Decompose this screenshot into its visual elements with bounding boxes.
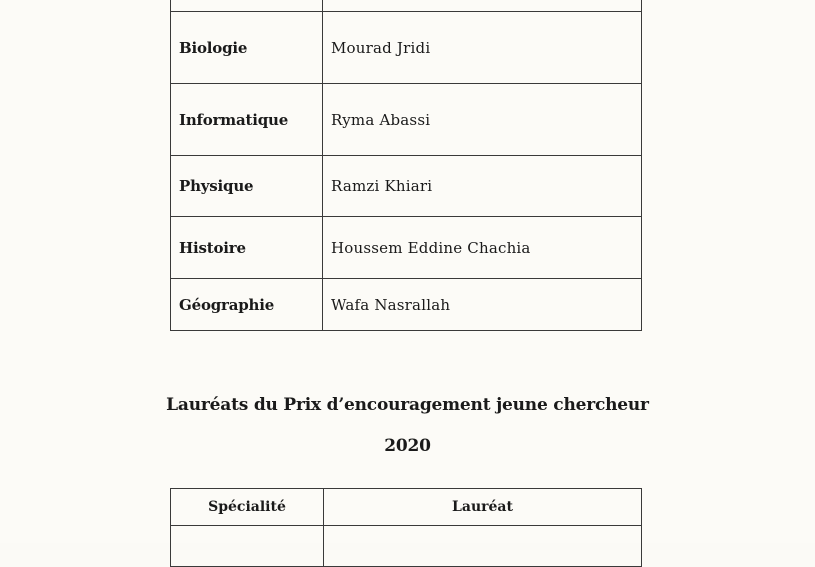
laureat-cell: Wafa Nasrallah <box>323 279 642 331</box>
table-row <box>171 279 642 331</box>
table-header-row <box>171 489 642 526</box>
laureat-cell <box>323 0 642 12</box>
laureat-cell: Ramzi Khiari <box>323 156 642 217</box>
specialite-cell: Géographie <box>171 279 323 331</box>
laureat-cell: Ryma Abassi <box>323 84 642 156</box>
section-title: Lauréats du Prix d’encouragement jeune chercheur <box>166 395 649 415</box>
laureates-table-top <box>170 0 642 331</box>
table-row <box>171 156 642 217</box>
specialite-cell <box>171 526 324 567</box>
table-row <box>171 12 642 84</box>
specialite-cell <box>171 0 323 12</box>
table-row <box>171 0 642 12</box>
specialite-cell: Informatique <box>171 84 323 156</box>
specialite-cell: Biologie <box>171 12 323 84</box>
table-row <box>171 84 642 156</box>
table-row <box>171 526 642 567</box>
laureates-table-bottom <box>170 488 642 567</box>
laureat-cell: Houssem Eddine Chachia <box>323 217 642 279</box>
specialite-cell: Histoire <box>171 217 323 279</box>
laureat-header: Lauréat <box>324 489 642 526</box>
table-row <box>171 217 642 279</box>
laureat-cell: Mourad Jridi <box>323 12 642 84</box>
laureat-cell <box>324 526 642 567</box>
specialite-cell: Physique <box>171 156 323 217</box>
section-year: 2020 <box>384 436 431 456</box>
specialite-header: Spécialité <box>171 489 324 526</box>
